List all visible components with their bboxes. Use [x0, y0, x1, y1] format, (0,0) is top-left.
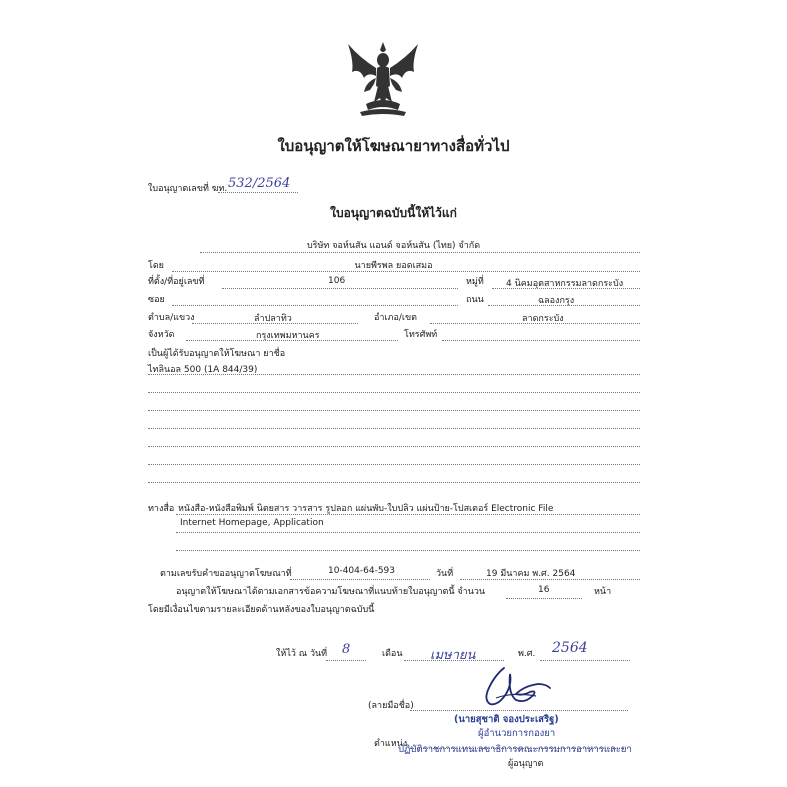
company-dots: [200, 252, 640, 253]
issue-year-label: พ.ศ.: [518, 649, 536, 659]
media-label: ทางสื่อ: [148, 504, 175, 514]
drug-label: เป็นผู้ได้รับอนุญาตให้โฆษณา ยาชื่อ: [148, 349, 286, 359]
subdistrict-value: ลำปลาทิว: [254, 314, 292, 324]
district-label: อำเภอ/เขต: [374, 313, 417, 323]
request-value: 10-404-64-593: [328, 566, 396, 576]
issue-day-dots: [326, 660, 366, 661]
issue-year: 2564: [552, 640, 588, 656]
address-label: ที่ตั้ง/ที่อยู่เลขที่: [148, 277, 205, 287]
road-value: ฉลองกรุง: [538, 296, 575, 306]
district-value: ลาดกระบัง: [522, 314, 564, 324]
issue-day: 8: [342, 642, 351, 657]
by-value: นายพีรพล ยอดเสมอ: [354, 261, 433, 271]
garuda-emblem: [340, 38, 426, 118]
issue-year-dots: [540, 660, 630, 661]
media-dots-3: [176, 550, 640, 551]
blank-line: [148, 482, 640, 483]
position-line1: ผู้อำนวยการกองยา: [478, 728, 556, 739]
blank-line: [148, 392, 640, 393]
attachment-unit: หน้า: [594, 587, 612, 597]
issue-month-dots: [404, 660, 504, 661]
attachment-count-dots: [506, 598, 582, 599]
road-label: ถนน: [466, 295, 484, 305]
by-dots: [172, 271, 640, 272]
document-title: ใบอนุญาตให้โฆษณายาทางสื่อทั่วไป: [277, 137, 510, 155]
blank-line: [148, 428, 640, 429]
subdistrict-dots: [192, 323, 358, 324]
company-name: บริษัท จอห์นสัน แอนด์ จอห์นสัน (ไทย) จำกัด: [306, 241, 481, 251]
position-label: ตำแหน่ง: [374, 739, 408, 749]
position-line2: ปฏิบัติราชการแทนเลขาธิการคณะกรรมการอาหารและยา: [398, 744, 632, 755]
license-no-label: ใบอนุญาตเลขที่ ฆท.: [148, 184, 228, 194]
district-dots: [430, 323, 640, 324]
license-no-value: 532/2564: [228, 176, 291, 191]
moo-value: 4 นิคมอุตสาหกรรมลาดกระบัง: [506, 279, 624, 289]
moo-label: หมู่ที่: [466, 277, 484, 287]
address-value: 106: [328, 276, 346, 286]
attachment-text: อนุญาตให้โฆษณาได้ตามเอกสารข้อความโฆษณาที่แนบท้ายใบอนุญาตนี้ จำนวน: [176, 587, 486, 597]
attachment-count: 16: [538, 585, 550, 595]
media-dots-2: [176, 532, 640, 533]
issue-month-label: เดือน: [382, 649, 403, 659]
issue-month: เมษายน: [430, 648, 476, 663]
province-dots: [186, 340, 398, 341]
signer-name: (นายสุชาติ จองประเสริฐ): [454, 714, 559, 725]
blank-line: [148, 464, 640, 465]
phone-dots: [442, 340, 640, 341]
drug-dots-1: [148, 374, 640, 375]
moo-dots: [492, 288, 640, 289]
document-subtitle: ใบอนุญาตฉบับนี้ให้ไว้แก่: [330, 206, 457, 220]
media-line2: Internet Homepage, Application: [180, 518, 324, 528]
province-value: กรุงเทพมหานคร: [256, 331, 320, 341]
blank-line: [148, 446, 640, 447]
issue-given-label: ให้ไว้ ณ วันที่: [276, 649, 328, 659]
drug-value: ไทลินอล 500 (1A 844/39): [148, 365, 258, 375]
by-label: โดย: [148, 261, 164, 271]
media-dots-1: [176, 514, 640, 515]
signature-mark: [476, 664, 556, 710]
request-dots: [290, 579, 430, 580]
attachment-conditions: โดยมีเงื่อนไขตามรายละเอียดด้านหลังของใบอนุญาตฉบับนี้: [148, 605, 375, 615]
request-date-value: 19 มีนาคม พ.ศ. 2564: [486, 569, 576, 579]
request-label: ตามเลขรับคำขออนุญาตโฆษณาที่: [160, 569, 292, 579]
address-dots: [222, 288, 458, 289]
license-no-dots: [218, 192, 298, 193]
subdistrict-label: ตำบล/แขวง: [148, 313, 195, 323]
blank-line: [148, 410, 640, 411]
soi-label: ซอย: [148, 295, 165, 305]
road-dots: [488, 305, 640, 306]
phone-label: โทรศัพท์: [404, 330, 438, 340]
request-date-label: วันที่: [436, 569, 454, 579]
soi-dots: [172, 305, 458, 306]
request-date-dots: [460, 579, 640, 580]
province-label: จังหวัด: [148, 330, 175, 340]
sign-dots: [410, 710, 628, 711]
media-line1: หนังสือ-หนังสือพิมพ์ นิตยสาร วารสาร รูปลอก แผ่นพับ-ใบปลิว แผ่นป้าย-โปสเตอร์ Electronic File: [178, 504, 554, 514]
sign-label: (ลายมือชื่อ): [368, 701, 414, 711]
licensor-label: ผู้อนุญาต: [508, 759, 544, 769]
